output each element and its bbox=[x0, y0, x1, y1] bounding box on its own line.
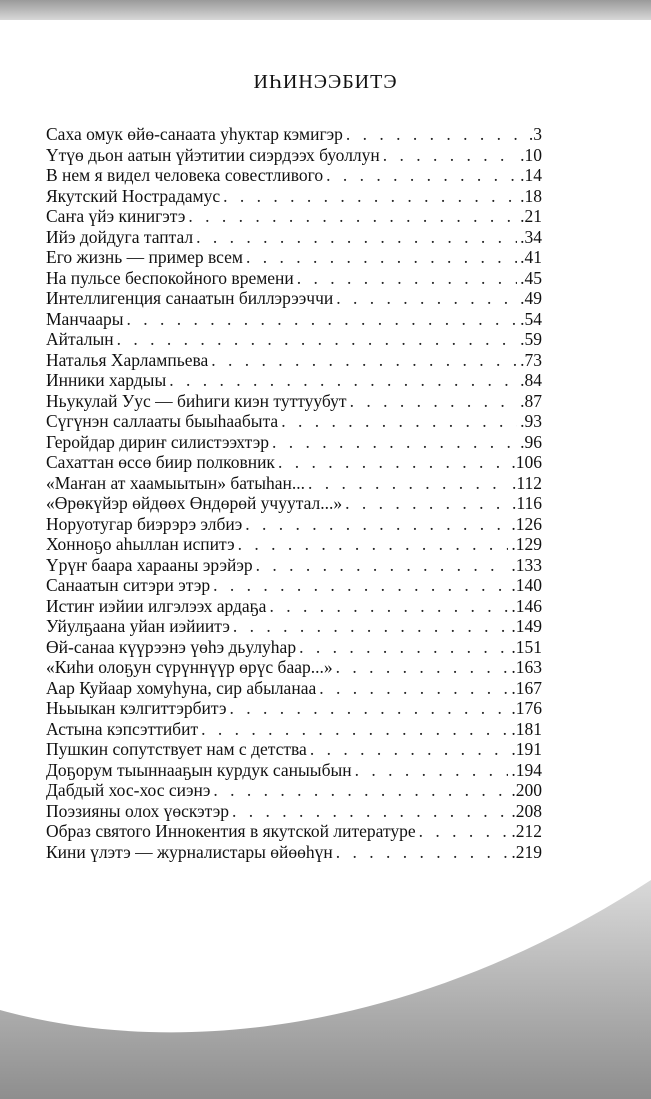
toc-entry-page: .21 bbox=[520, 206, 542, 226]
toc-leader-dots bbox=[355, 760, 509, 781]
toc-leader-dots bbox=[211, 350, 517, 371]
toc-entry bbox=[46, 575, 542, 596]
toc-entry bbox=[46, 370, 542, 391]
toc-entry bbox=[46, 493, 542, 514]
toc-entry-page: .59 bbox=[520, 329, 542, 349]
toc-leader-dots bbox=[188, 206, 517, 227]
toc-entry bbox=[46, 760, 542, 781]
toc-entry-title: Его жизнь — пример всем bbox=[46, 247, 243, 267]
toc-leader-dots bbox=[346, 124, 526, 145]
toc-entry bbox=[46, 473, 542, 494]
toc-leader-dots bbox=[419, 821, 509, 842]
toc-entry-title: Пушкин сопутствует нам с детства bbox=[46, 739, 307, 759]
toc-entry-title: Санаатын ситэри этэр bbox=[46, 575, 211, 595]
toc-entry bbox=[46, 616, 542, 637]
toc-entry-title: Аар Куйаар хомуһуна, сир абыланаа bbox=[46, 677, 317, 698]
toc-entry bbox=[46, 821, 542, 842]
toc-entry bbox=[46, 309, 542, 330]
toc-entry-page: .133 bbox=[511, 554, 542, 575]
toc-entry-page: .10 bbox=[520, 144, 542, 165]
toc-leader-dots bbox=[229, 698, 508, 719]
toc-entry bbox=[46, 514, 542, 535]
toc-entry-page: .45 bbox=[520, 267, 542, 288]
toc-entry bbox=[46, 391, 542, 412]
toc-entry bbox=[46, 637, 542, 658]
toc-entry-page: .129 bbox=[511, 534, 542, 554]
toc-entry bbox=[46, 288, 542, 309]
toc-leader-dots bbox=[383, 145, 517, 166]
toc-entry-page: .149 bbox=[511, 616, 542, 636]
toc-entry-title: Образ святого Иннокентия в якутской литературе bbox=[46, 821, 416, 841]
toc-entry-title: Өй-санаа күүрээнэ үөһэ дьулуһар bbox=[46, 636, 297, 657]
toc-leader-dots bbox=[269, 596, 508, 617]
toc-entry-page: .34 bbox=[520, 226, 542, 247]
toc-leader-dots bbox=[169, 370, 517, 391]
toc-entry-page: .151 bbox=[511, 636, 542, 657]
toc-entry bbox=[46, 411, 542, 432]
toc-entry-page: .41 bbox=[520, 247, 542, 267]
toc-entry-page: .87 bbox=[520, 390, 542, 411]
toc-entry bbox=[46, 596, 542, 617]
toc-leader-dots bbox=[201, 719, 508, 740]
toc-entry-title: Хонноҕо аһыллан испитэ bbox=[46, 534, 235, 554]
toc-entry-page: .84 bbox=[520, 370, 542, 390]
toc-leader-dots bbox=[278, 452, 508, 473]
toc-leader-dots bbox=[238, 534, 509, 555]
toc-leader-dots bbox=[256, 555, 509, 576]
toc-entry-page: .18 bbox=[520, 185, 542, 206]
toc-leader-dots bbox=[336, 842, 509, 863]
toc-leader-dots bbox=[213, 780, 508, 801]
toc-entry-page: .106 bbox=[511, 452, 542, 472]
toc-entry bbox=[46, 452, 542, 473]
toc-entry-page: .73 bbox=[520, 349, 542, 370]
toc-leader-dots bbox=[336, 288, 517, 309]
page-title: ИҺИНЭЭБИТЭ bbox=[253, 71, 398, 94]
toc-entry-title: Ньыыкан кэлгиттэрбитэ bbox=[46, 698, 227, 718]
toc-entry-page: .212 bbox=[511, 821, 542, 841]
toc-leader-dots bbox=[350, 391, 518, 412]
toc-entry-title: «Маҥан ат хаамыытын» батыһан... bbox=[46, 472, 305, 493]
toc-leader-dots bbox=[196, 227, 517, 248]
toc-entry-page: .3 bbox=[528, 124, 542, 144]
toc-entry-page: .219 bbox=[511, 841, 542, 862]
toc-entry bbox=[46, 329, 542, 350]
toc-entry-title: Поэзияны олох үөскэтэр bbox=[46, 800, 230, 821]
toc-entry-page: .191 bbox=[511, 739, 542, 759]
toc-entry bbox=[46, 657, 542, 678]
toc-entry-page: .146 bbox=[511, 595, 542, 616]
toc-entry bbox=[46, 534, 542, 555]
toc-entry-page: .163 bbox=[511, 657, 542, 677]
toc-entry bbox=[46, 555, 542, 576]
toc-leader-dots bbox=[308, 473, 509, 494]
toc-leader-dots bbox=[223, 186, 517, 207]
page-top-shadow bbox=[0, 0, 651, 20]
toc-entry-title: Инники хардыы bbox=[46, 370, 167, 390]
toc-entry-page: .116 bbox=[512, 493, 542, 513]
toc-leader-dots bbox=[310, 739, 509, 760]
toc-entry bbox=[46, 842, 542, 863]
toc-leader-dots bbox=[246, 247, 517, 268]
toc-entry bbox=[46, 432, 542, 453]
toc-entry-title: «Өрөкүйэр өйдөөх Өндөрөй учуутал...» bbox=[46, 493, 343, 513]
toc-entry bbox=[46, 801, 542, 822]
toc-entry bbox=[46, 186, 542, 207]
toc-leader-dots bbox=[345, 493, 509, 514]
toc-entry-page: .112 bbox=[512, 472, 542, 493]
toc-leader-dots bbox=[281, 411, 517, 432]
table-of-contents bbox=[46, 124, 542, 862]
toc-entry-title: Айталын bbox=[46, 329, 114, 349]
toc-entry-title: Кини үлэтэ — журналистары өйөөһүн bbox=[46, 841, 333, 862]
toc-entry-page: .194 bbox=[511, 759, 542, 780]
toc-entry-title: Сүгүнэн саллааты быыһаабыта bbox=[46, 411, 279, 431]
toc-entry-page: .181 bbox=[511, 718, 542, 739]
toc-leader-dots bbox=[117, 329, 517, 350]
toc-leader-dots bbox=[336, 657, 509, 678]
toc-entry-title: Үтүө дьон аатын үйэтитии сиэрдээх буоллун bbox=[46, 144, 380, 165]
toc-entry-title: Наталья Харлампьева bbox=[46, 349, 209, 370]
toc-entry-page: .208 bbox=[511, 800, 542, 821]
toc-entry-title: В нем я видел человека совестливого bbox=[46, 165, 324, 185]
toc-entry-page: .176 bbox=[511, 698, 542, 718]
toc-leader-dots bbox=[299, 637, 508, 658]
toc-entry-title: Дабдый хос-хос сиэнэ bbox=[46, 780, 211, 800]
toc-entry-title: Сахаттан өссө биир полковник bbox=[46, 452, 275, 472]
toc-leader-dots bbox=[245, 514, 508, 535]
toc-entry-title: Астына кэпсэттибит bbox=[46, 718, 199, 739]
toc-entry bbox=[46, 145, 542, 166]
toc-entry bbox=[46, 698, 542, 719]
toc-entry-title: Манчаары bbox=[46, 308, 124, 329]
toc-entry-title: Истиҥ иэйии илгэлээх ардаҕа bbox=[46, 595, 267, 616]
toc-entry-title: На пульсе беспокойного времени bbox=[46, 267, 294, 288]
toc-leader-dots bbox=[233, 616, 509, 637]
toc-entry bbox=[46, 165, 542, 186]
toc-leader-dots bbox=[319, 678, 508, 699]
toc-entry-page: .93 bbox=[520, 411, 542, 431]
toc-leader-dots bbox=[297, 268, 517, 289]
toc-entry-page: .54 bbox=[520, 308, 542, 329]
toc-entry-title: Ньукулай Уус — биһиги киэн туттуубут bbox=[46, 390, 347, 411]
toc-entry-title: Доҕорум тыыннааҕын курдук саныыбын bbox=[46, 759, 352, 780]
toc-entry-page: .140 bbox=[511, 575, 542, 595]
toc-leader-dots bbox=[232, 801, 508, 822]
toc-entry bbox=[46, 678, 542, 699]
toc-entry-page: .49 bbox=[520, 288, 542, 308]
toc-entry bbox=[46, 227, 542, 248]
toc-leader-dots bbox=[127, 309, 518, 330]
toc-entry bbox=[46, 739, 542, 760]
toc-entry bbox=[46, 247, 542, 268]
toc-entry-page: .96 bbox=[520, 431, 542, 452]
toc-entry-title: Саха омук өйө-санаата уһуктар кэмигэр bbox=[46, 124, 343, 144]
toc-entry-title: Интеллигенция санаатын биллэрээччи bbox=[46, 288, 334, 308]
toc-entry bbox=[46, 268, 542, 289]
toc-entry-title: Якутский Нострадамус bbox=[46, 185, 221, 206]
toc-entry-title: Уйулҕаана уйан иэйиитэ bbox=[46, 616, 230, 636]
toc-entry-page: .200 bbox=[511, 780, 542, 800]
toc-entry-page: .167 bbox=[511, 677, 542, 698]
toc-entry bbox=[46, 780, 542, 801]
toc-entry-title: Геройдар дириҥ силистээхтэр bbox=[46, 431, 269, 452]
toc-entry-title: Саҥа үйэ кинигэтэ bbox=[46, 206, 186, 226]
toc-entry bbox=[46, 350, 542, 371]
toc-leader-dots bbox=[326, 165, 517, 186]
toc-leader-dots bbox=[213, 575, 508, 596]
toc-entry-title: «Киһи олоҕун сүрүннүүр өрүс баар...» bbox=[46, 657, 333, 677]
toc-entry bbox=[46, 124, 542, 145]
toc-entry-page: .126 bbox=[511, 513, 542, 534]
toc-entry bbox=[46, 719, 542, 740]
toc-entry-title: Үрүҥ баара харааны эрэйэр bbox=[46, 554, 253, 575]
toc-entry-title: Ийэ дойдуга таптал bbox=[46, 226, 194, 247]
toc-entry-page: .14 bbox=[520, 165, 542, 185]
toc-leader-dots bbox=[272, 432, 517, 453]
toc-entry bbox=[46, 206, 542, 227]
toc-entry-title: Норуотугар биэрэрэ элбиэ bbox=[46, 513, 243, 534]
